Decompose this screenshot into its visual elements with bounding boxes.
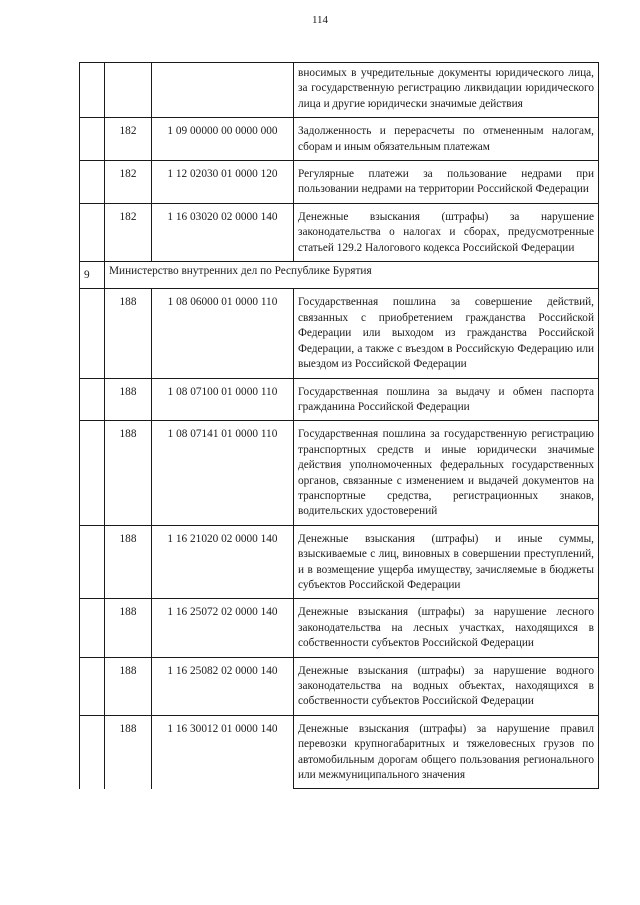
admin-code-cell: 188 [105,657,152,715]
revenue-description-cell: Денежные взыскания (штрафы) за нарушение водного законодательства на водных объектах, находящихся в собственности субъектов Российской Федерации [294,657,599,715]
row-section-cell [80,715,105,789]
budget-code-cell: 1 16 21020 02 0000 140 [152,525,294,599]
revenue-description-cell: вносимых в учредительные документы юридического лица, за государственную регистрацию ликвидации юридического лица и другие юридически значимые действия [294,63,599,118]
row-section-cell [80,161,105,204]
table-row [80,378,599,421]
revenue-description-cell: Денежные взыскания (штрафы) за нарушение правил перевозки крупногабаритных и тяжеловесных грузов по автомобильным дорогам общего пользования регионального или межмуниципального значения [294,715,599,789]
budget-code-cell [152,63,294,118]
admin-code-cell [105,63,152,118]
table-row [80,421,599,525]
revenue-description-cell: Денежные взыскания (штрафы) за нарушение законодательства о налогах и сборах, предусмотренные статьей 129.2 Налогового кодекса Российской Федерации [294,203,599,261]
page-number: 114 [311,14,329,26]
budget-code-cell: 1 08 06000 01 0000 110 [152,289,294,378]
revenue-description-cell: Государственная пошлина за совершение действий, связанных с приобретением гражданства Российской Федерации или выходом из гражданства Российской Федерации, а также с въездом в Российскую Федерацию или выездом из Российской Федерации [294,289,599,378]
budget-code-cell: 1 08 07141 01 0000 110 [152,421,294,525]
table-row [80,525,599,599]
row-section-cell [80,421,105,525]
revenue-description-cell: Регулярные платежи за пользование недрами при пользовании недрами на территории Российской Федерации [294,161,599,204]
budget-code-cell: 1 09 00000 00 0000 000 [152,118,294,161]
admin-code-cell: 182 [105,203,152,261]
budget-code-cell: 1 12 02030 01 0000 120 [152,161,294,204]
admin-code-cell: 182 [105,118,152,161]
admin-code-cell: 188 [105,289,152,378]
revenue-description-cell: Денежные взыскания (штрафы) за нарушение лесного законодательства на лесных участках, находящихся в собственности субъектов Российской Федерации [294,599,599,657]
row-section-cell [80,657,105,715]
revenue-description-cell: Государственная пошлина за государственную регистрацию транспортных средств и иные юридически значимые действия уполномоченных федеральных государственных органов, связанные с изменением и выдачей документов на транспортные средства, регистрационных знаков, водительских удостоверений [294,421,599,525]
budget-code-cell: 1 08 07100 01 0000 110 [152,378,294,421]
row-section-cell [80,378,105,421]
admin-code-cell: 188 [105,378,152,421]
section-number: 9 [80,262,105,289]
table-row [80,715,599,789]
row-section-cell [80,599,105,657]
table-row [80,161,599,204]
row-section-cell [80,525,105,599]
row-section-cell [80,63,105,118]
table-row [80,63,599,118]
table-body [80,63,599,789]
admin-code-cell: 188 [105,715,152,789]
table-row [80,599,599,657]
admin-code-cell: 188 [105,421,152,525]
table-row [80,203,599,261]
row-section-cell [80,289,105,378]
row-section-cell [80,118,105,161]
admin-code-cell: 188 [105,525,152,599]
revenue-description-cell: Задолженность и перерасчеты по отмененным налогам, сборам и иным обязательным платежам [294,118,599,161]
table-row [80,657,599,715]
revenue-description-cell: Денежные взыскания (штрафы) и иные суммы, взыскиваемые с лиц, виновных в совершении преступлений, и в возмещение ущерба имуществу, зачисляемые в бюджеты субъектов Российской Федерации [294,525,599,599]
budget-code-cell: 1 16 25072 02 0000 140 [152,599,294,657]
section-heading-row [80,262,599,289]
revenue-codes-table [79,62,599,789]
table-row [80,118,599,161]
budget-code-cell: 1 16 03020 02 0000 140 [152,203,294,261]
table-row [80,289,599,378]
section-title: Министерство внутренних дел по Республике Бурятия [105,262,599,289]
budget-code-cell: 1 16 25082 02 0000 140 [152,657,294,715]
admin-code-cell: 182 [105,161,152,204]
admin-code-cell: 188 [105,599,152,657]
budget-code-cell: 1 16 30012 01 0000 140 [152,715,294,789]
row-section-cell [80,203,105,261]
revenue-description-cell: Государственная пошлина за выдачу и обмен паспорта гражданина Российской Федерации [294,378,599,421]
